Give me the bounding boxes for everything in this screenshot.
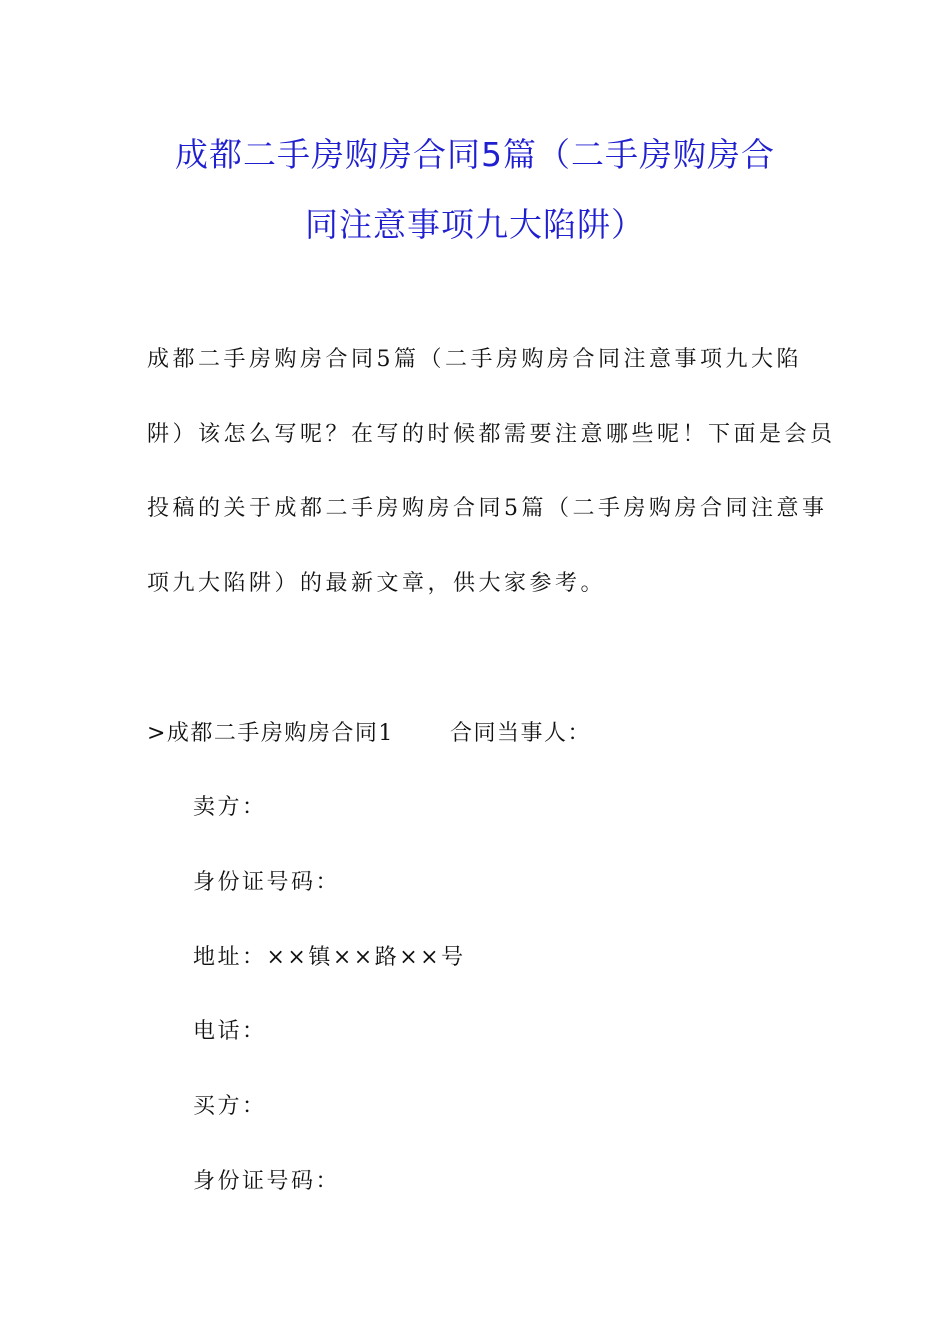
contract-section-heading [147,715,591,752]
seller-id-field: 身份证号码： [193,870,341,895]
intro-paragraph-line-4: 项九大陷阱）的最新文章，供大家参考。 [147,571,607,596]
contract-title: >成都二手房购房合同1 [147,721,394,746]
seller-phone-field: 电话： [193,1019,267,1044]
intro-paragraph-line-2: 阱）该怎么写呢？在写的时候都需要注意哪些呢！下面是会员 [147,422,836,447]
buyer-field: 买方： [193,1094,267,1119]
seller-address-field: 地址：××镇××路××号 [193,945,466,970]
seller-field: 卖方： [193,795,267,820]
document-title-line-1: 成都二手房购房合同5篇（二手房购房合 [175,135,775,174]
buyer-id-field: 身份证号码： [193,1169,341,1194]
parties-label: 合同当事人： [449,721,591,746]
document-title-line-2: 同注意事项九大陷阱） [305,205,645,244]
intro-paragraph-line-3: 投稿的关于成都二手房购房合同5篇（二手房购房合同注意事 [147,496,828,521]
intro-paragraph-line-1: 成都二手房购房合同5篇（二手房购房合同注意事项九大陷 [147,347,802,372]
